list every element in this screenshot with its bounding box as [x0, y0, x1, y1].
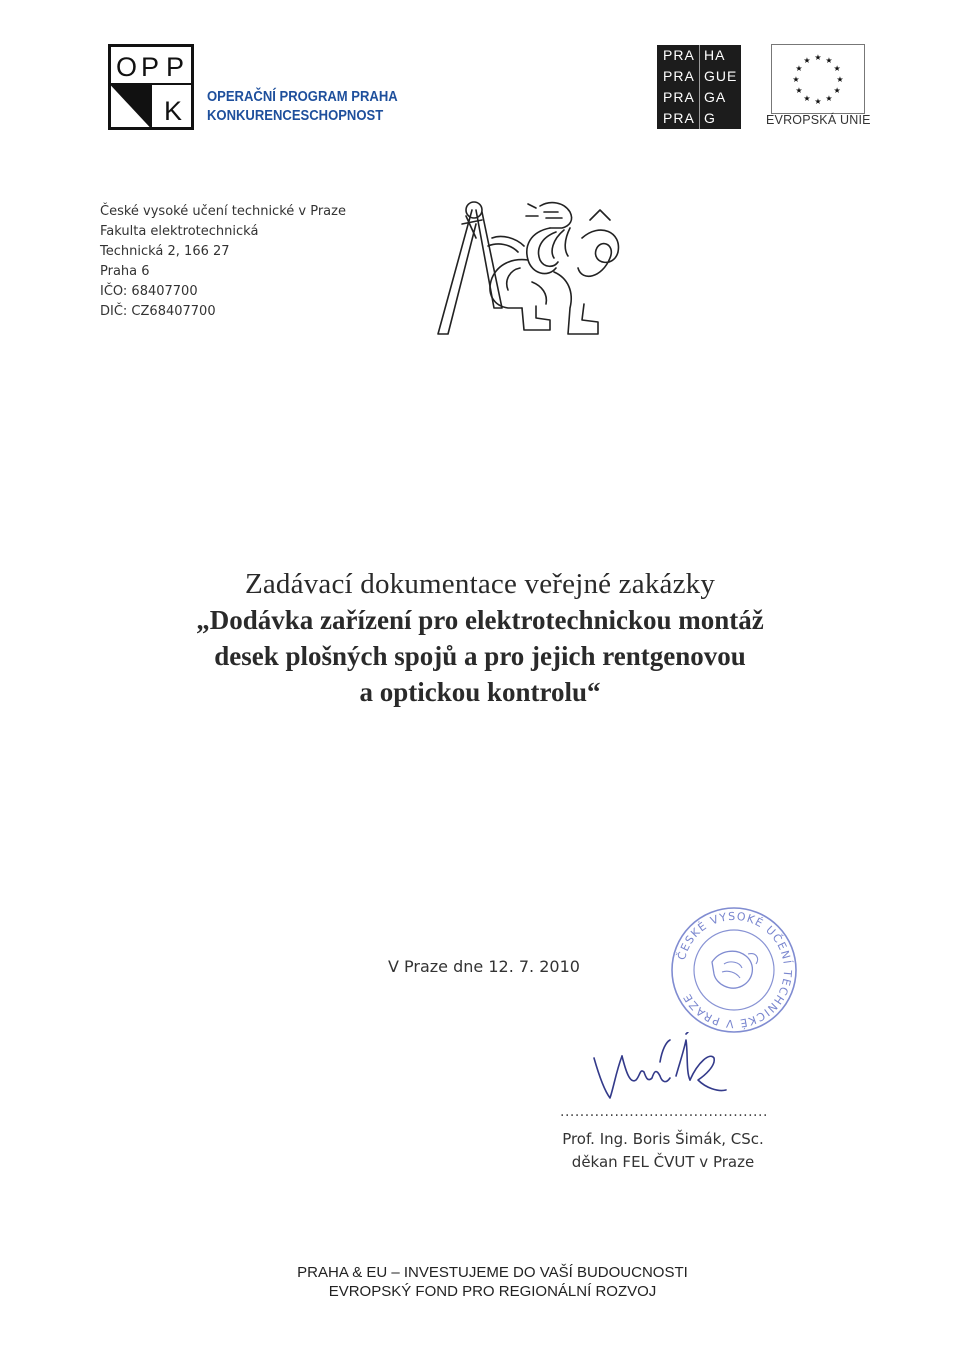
official-stamp — [670, 906, 798, 1034]
praha-cell: GUE — [699, 66, 741, 87]
document-title-block — [80, 566, 880, 710]
praha-cell: HA — [699, 45, 741, 66]
praha-cell: GA — [699, 87, 741, 108]
address-line: České vysoké učení technické v Praze — [100, 204, 346, 219]
contract-subject-line: „Dodávka zařízení pro elektrotechnickou montáž — [196, 605, 764, 635]
praha-cell: PRA — [663, 47, 695, 63]
eu-flag-icon — [771, 44, 865, 114]
address-line: DIČ: CZ68407700 — [100, 304, 216, 319]
oppk-line-1: OPERAČNÍ PROGRAM PRAHA — [207, 89, 398, 105]
eu-star-icon: ★ — [814, 53, 822, 62]
signatory-block — [548, 1128, 778, 1174]
praha-cell: G — [699, 108, 741, 129]
eu-star-icon: ★ — [825, 55, 833, 65]
eu-star-icon: ★ — [795, 86, 803, 95]
signatory-position: děkan FEL ČVUT v Praze — [571, 1153, 755, 1171]
address-line: Fakulta elektrotechnická — [100, 224, 259, 239]
eu-star-icon: ★ — [792, 75, 800, 84]
eu-star-icon: ★ — [825, 94, 833, 104]
cvut-lion-icon — [432, 198, 624, 342]
oppk-letter-p2: P — [166, 52, 185, 82]
contract-subject-line: desek plošných spojů a pro jejich rentgenovou — [214, 641, 746, 671]
eu-star-icon: ★ — [836, 75, 844, 84]
eu-star-icon: ★ — [803, 55, 811, 65]
eu-star-icon: ★ — [803, 94, 811, 104]
eu-star-icon: ★ — [814, 97, 822, 106]
oppk-logo — [108, 44, 194, 130]
document-title: Zadávací dokumentace veřejné zakázky — [244, 568, 716, 600]
contract-subject-line: a optickou kontrolu“ — [359, 677, 601, 707]
oppk-letter-o: O — [116, 52, 138, 82]
sender-address — [100, 202, 346, 322]
footer-line-1: PRAHA & EU – INVESTUJEME DO VAŠÍ BUDOUCNOSTI — [297, 1264, 688, 1281]
eu-star-icon: ★ — [795, 64, 803, 73]
oppk-program-name — [207, 88, 441, 126]
handwritten-signature — [586, 1032, 736, 1112]
oppk-line-2: KONKURENCESCHOPNOST — [207, 108, 384, 124]
praha-cell: PRA — [663, 110, 695, 126]
oppk-letter-p1: P — [141, 52, 160, 82]
eu-star-icon: ★ — [833, 64, 841, 73]
footer-line-2: EVROPSKÝ FOND PRO REGIONÁLNÍ ROZVOJ — [328, 1283, 657, 1300]
date-line: V Praze dne 12. 7. 2010 — [388, 957, 580, 976]
eu-star-icon: ★ — [833, 86, 841, 95]
address-line: Praha 6 — [100, 264, 150, 279]
praha-cell: PRA — [663, 68, 695, 84]
signature-line: .......................................... — [560, 1104, 768, 1120]
oppk-letter-k: K — [164, 96, 183, 126]
address-line: Technická 2, 166 27 — [100, 244, 230, 259]
eu-caption: EVROPSKÁ UNIE — [766, 113, 871, 127]
address-line: IČO: 68407700 — [100, 284, 198, 299]
praha-cell: PRA — [663, 89, 695, 105]
stamp-text: ČESKÉ VYSOKÉ UČENÍ TECHNICKÉ V PRAZE — [675, 909, 795, 1031]
signatory-name: Prof. Ing. Boris Šimák, CSc. — [562, 1130, 764, 1148]
footer — [200, 1263, 785, 1301]
praha-logo — [657, 45, 741, 129]
